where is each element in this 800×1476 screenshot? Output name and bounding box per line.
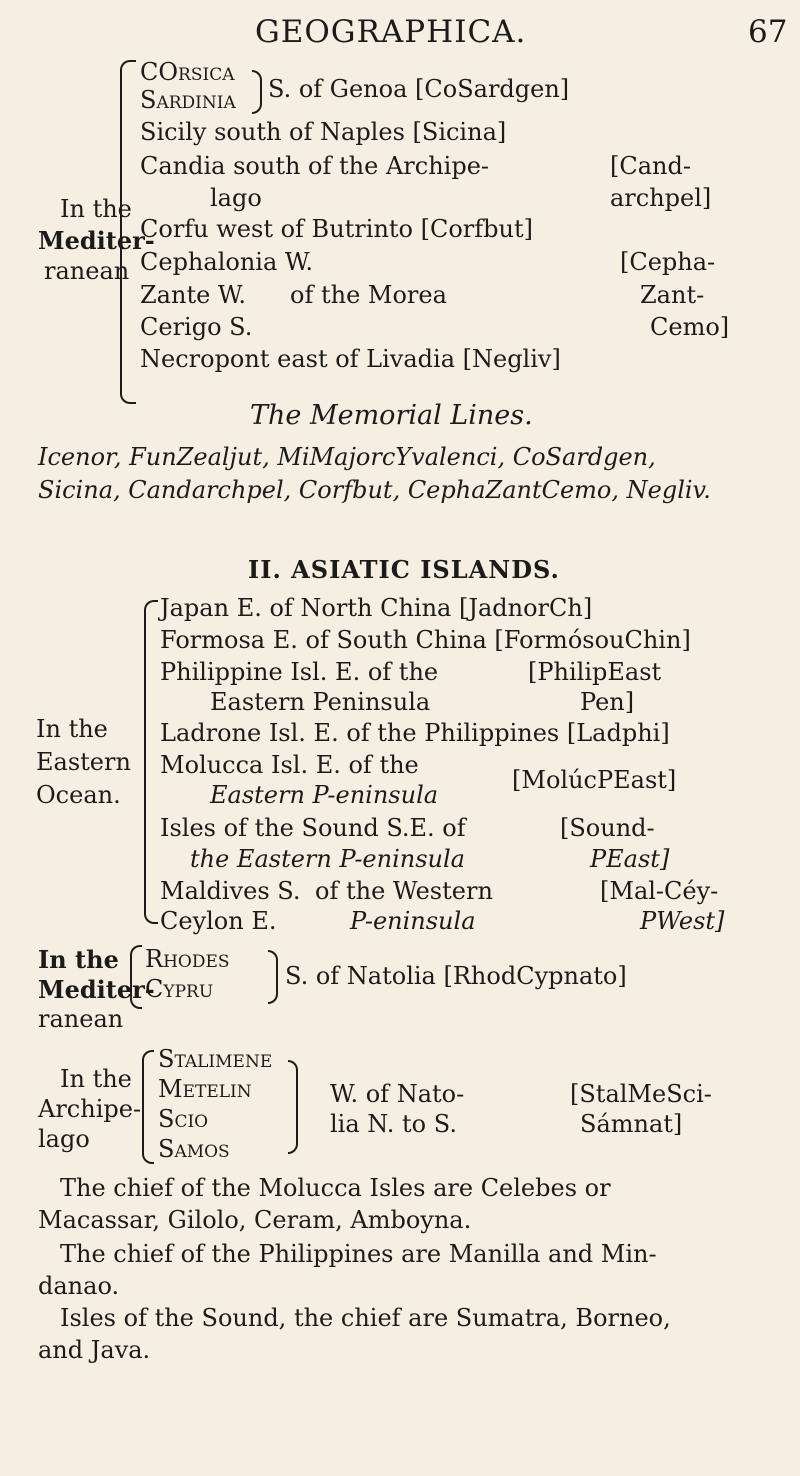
page-number: 67 — [748, 14, 788, 50]
paragraph-line: and Java. — [38, 1336, 151, 1364]
side-label-line: In the — [60, 1065, 132, 1093]
side-label-line: Mediter- — [38, 975, 155, 1004]
island-description: S. of Natolia [RhodCypnato] — [285, 962, 627, 990]
island-line: Ceylon E. — [160, 907, 277, 935]
mnemonic-note: archpel] — [610, 184, 712, 212]
mnemonic-note: Sámnat] — [580, 1110, 683, 1138]
island-line: Necropont east of Livadia [Negliv] — [140, 345, 561, 373]
island-line: Maldives S. — [160, 877, 301, 905]
mnemonic-note: [MolúcPEast] — [512, 766, 677, 794]
mnemonic-note: [StalMeSci- — [570, 1080, 712, 1108]
island-line: Formosa E. of South China [FormósouChin] — [160, 626, 691, 654]
side-label-line: Eastern — [36, 748, 131, 776]
island-description: lia N. to S. — [330, 1110, 457, 1138]
island-line: Candia south of the Archipe- — [140, 152, 490, 180]
paragraph-line: The chief of the Molucca Isles are Celebes or — [60, 1174, 611, 1202]
island-line: Sardinia — [140, 86, 236, 114]
island-line: Molucca Isl. E. of the — [160, 751, 419, 779]
island-description: of the Western — [315, 877, 493, 905]
side-label-line: In the — [38, 945, 119, 974]
island-line: Eastern P-eninsula — [210, 781, 439, 809]
island-line: Rhodes — [145, 945, 230, 973]
side-label-line: ranean — [38, 1005, 124, 1033]
paragraph-line: The chief of the Philippines are Manilla and Min- — [60, 1240, 657, 1268]
island-description: P-eninsula — [350, 907, 476, 935]
brace — [252, 70, 262, 114]
side-label-line: In the — [60, 195, 132, 223]
memorial-line: Sicina, Candarchpel, Corfbut, CephaZantCemo, Negliv. — [38, 476, 711, 504]
island-line: Stalimene — [158, 1045, 273, 1073]
island-line: the Eastern P-eninsula — [190, 845, 465, 873]
mnemonic-note: [Cand- — [610, 152, 691, 180]
mnemonic-note: [Sound- — [560, 814, 655, 842]
mnemonic-note: PWest] — [640, 907, 725, 935]
mnemonic-note: [Cepha- — [620, 248, 716, 276]
island-line: Metelin — [158, 1075, 252, 1103]
brace — [144, 600, 158, 924]
mnemonic-note: Zant- — [640, 281, 705, 309]
island-description: W. of Nato- — [330, 1080, 465, 1108]
island-line: Zante W. — [140, 281, 247, 309]
island-line: Eastern Peninsula — [210, 688, 431, 716]
mnemonic-note: Pen] — [580, 688, 635, 716]
side-label-line: ranean — [44, 257, 130, 285]
memorial-title: The Memorial Lines. — [250, 400, 533, 431]
side-label-line: lago — [38, 1125, 90, 1153]
island-line: COrsica — [140, 58, 235, 86]
island-line: Philippine Isl. E. of the — [160, 658, 439, 686]
island-description: of the Morea — [290, 281, 447, 309]
page-header — [0, 4, 800, 64]
island-line: Isles of the Sound S.E. of — [160, 814, 466, 842]
memorial-line: Icenor, FunZealjut, MiMajorcYvalenci, CoSardgen, — [38, 443, 656, 471]
paragraph-line: Isles of the Sound, the chief are Sumatra, Borneo, — [60, 1304, 671, 1332]
island-line: Ladrone Isl. E. of the Philippines [Ladphi] — [160, 719, 670, 747]
island-line: Sicily south of Naples [Sicina] — [140, 118, 507, 146]
section-title: II. ASIATIC ISLANDS. — [248, 555, 560, 584]
island-line: Cephalonia W. — [140, 248, 313, 276]
paragraph-line: danao. — [38, 1272, 120, 1300]
paragraph-line: Macassar, Gilolo, Ceram, Amboyna. — [38, 1206, 472, 1234]
brace — [142, 1050, 154, 1164]
island-line: Scio — [158, 1105, 209, 1133]
brace — [288, 1060, 298, 1154]
side-label-line: Ocean. — [36, 781, 121, 809]
island-line: Corfu west of Butrinto [Corfbut] — [140, 215, 533, 243]
side-label-line: Mediter- — [38, 226, 155, 255]
brace — [268, 950, 278, 1004]
island-line: Samos — [158, 1135, 230, 1163]
island-line: Cypru — [145, 975, 214, 1003]
mnemonic-note: Cemo] — [650, 313, 730, 341]
island-line: Japan E. of North China [JadnorCh] — [160, 594, 593, 622]
island-description: S. of Genoa [CoSardgen] — [268, 75, 570, 103]
island-line: lago — [210, 184, 262, 212]
brace — [120, 60, 136, 404]
brace — [130, 945, 142, 1009]
side-label-line: In the — [36, 715, 108, 743]
mnemonic-note: [PhilipEast — [528, 658, 662, 686]
running-head: GEOGRAPHICA. — [255, 14, 527, 50]
island-line: Cerigo S. — [140, 313, 253, 341]
mnemonic-note: PEast] — [590, 845, 670, 873]
mnemonic-note: [Mal-Céy- — [600, 877, 719, 905]
side-label-line: Archipe- — [38, 1095, 142, 1123]
